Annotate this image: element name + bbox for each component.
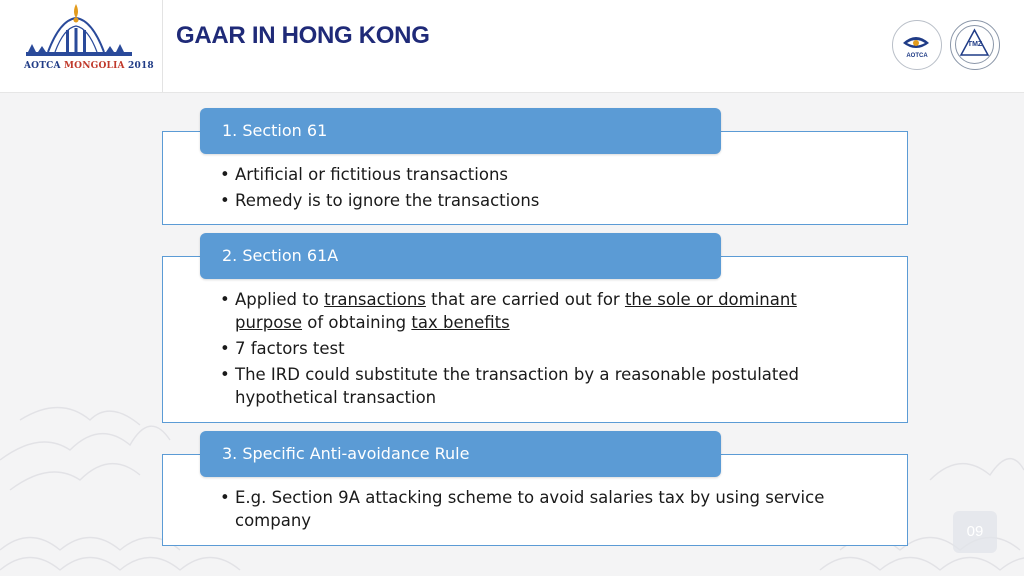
underlined-term: tax benefits [411,313,510,332]
underlined-term: transactions [324,290,426,309]
logo-text-year: 2018 [124,61,154,71]
specific-anti-avoidance-header [200,431,721,477]
tmz-badge-logo [950,20,1000,70]
bullet-text: The IRD could substitute the transaction by a reasonable postulated hypothetical transaction [235,365,800,407]
page-title: GAAR IN HONG KONG [176,22,430,49]
logo-text-aotca: AOTCA [24,61,64,71]
bullet-text: Applied to [235,290,325,309]
specific-anti-avoidance-heading: 3. Specific Anti-avoidance Rule [222,444,470,463]
bullet-text: E.g. Section 9A attacking scheme to avoid salaries tax by using service company [235,488,825,530]
aotca-badge-logo [892,20,942,70]
bullet-text: Remedy is to ignore the transactions [235,191,540,210]
bullet-text: 7 factors test [235,339,345,358]
bullet-text: that are carried out for [425,290,625,309]
bullet-item [220,486,860,532]
section-61a-heading: 2. Section 61A [222,246,339,265]
aotca-mongolia-logo [0,0,163,92]
section-61-heading: 1. Section 61 [222,121,328,140]
specific-anti-avoidance-bullet-list [220,486,860,535]
section-61-bullet-list [220,163,860,215]
underlined-term: the sole or dominant purpose [235,290,797,332]
aotca-emblem-icon [893,21,940,68]
tmz-badge-label: TMZ [967,41,983,48]
page-number: 09 [953,511,997,553]
logo-text-mongolia: MONGOLIA [64,61,125,71]
temple-emblem-icon [0,0,162,60]
logo-wordmark [24,61,154,71]
bullet-item [220,163,860,186]
bullet-item [220,337,860,360]
bullet-item [220,189,860,212]
section-61a-bullet-list [220,288,860,412]
aotca-badge-label: AOTCA [906,53,928,59]
bullet-text: Artificial or fictitious transactions [235,165,509,184]
bullet-item [220,288,860,334]
section-61a-header [200,233,721,279]
section-61-header [200,108,721,154]
slide-header [0,0,1024,93]
bullet-item [220,363,860,409]
bullet-text: of obtaining [302,313,412,332]
